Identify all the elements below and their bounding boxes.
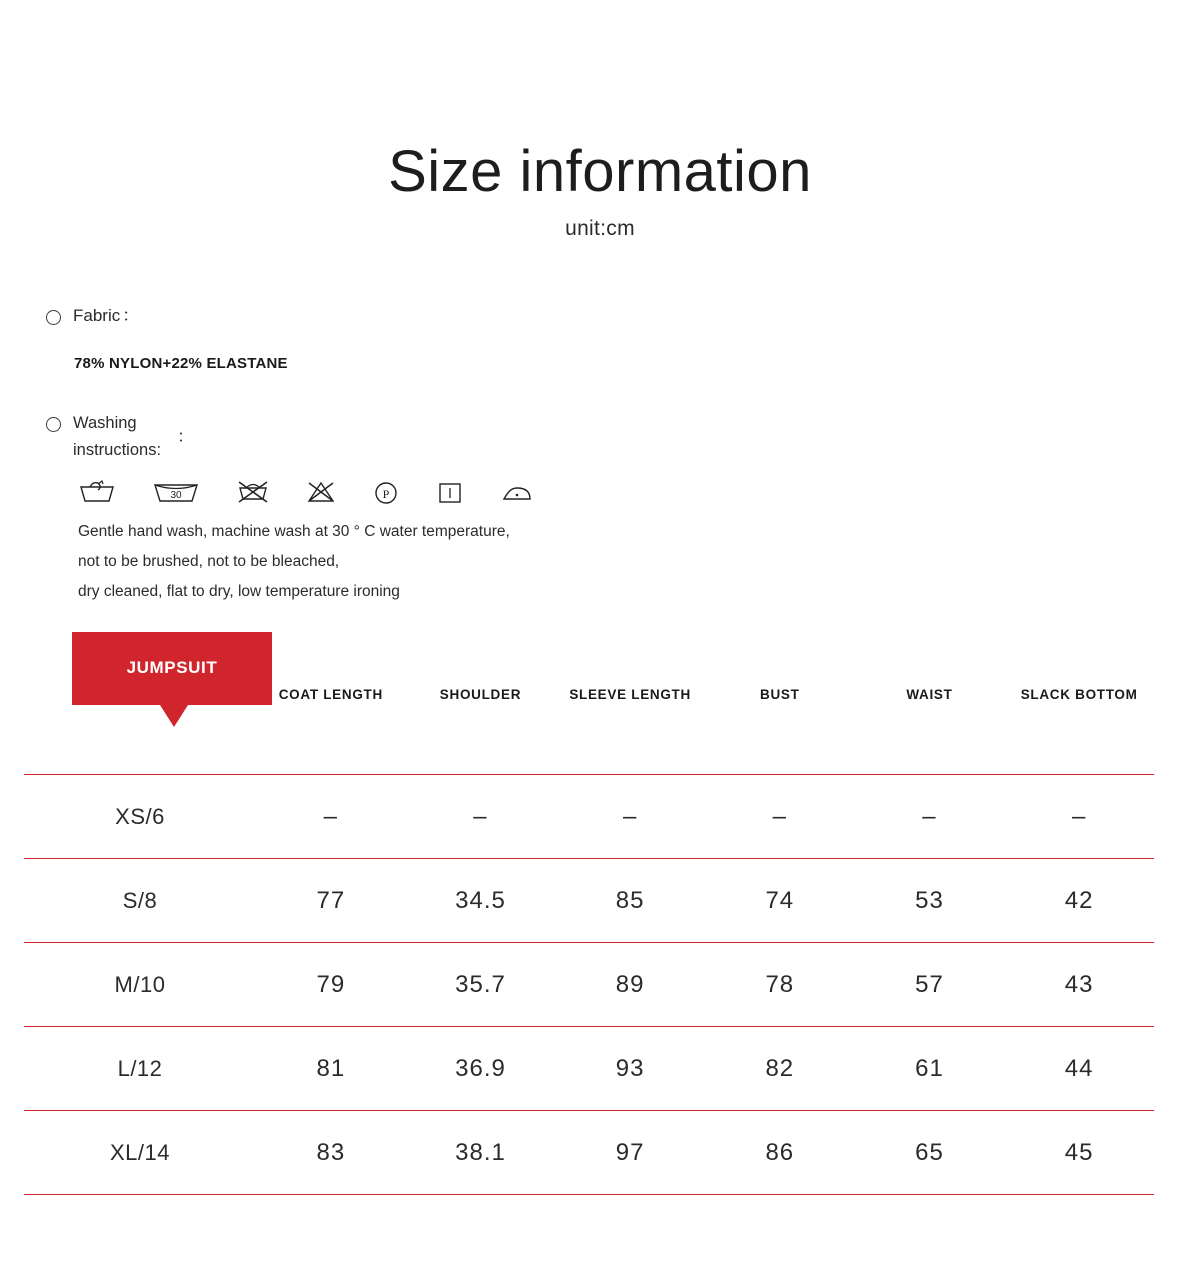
size-label: XL/14 (24, 1111, 256, 1195)
measurement-cell: 45 (1004, 1111, 1154, 1195)
measurement-cell: 38.1 (406, 1111, 556, 1195)
washing-instructions-text (78, 517, 1200, 606)
table-row (24, 1111, 1154, 1195)
column-header: SLEEVE LENGTH (569, 687, 691, 703)
fabric-row (46, 303, 1200, 329)
measurement-cell: 82 (705, 1027, 855, 1111)
measurement-cell: 44 (1004, 1027, 1154, 1111)
measurement-cell: 78 (705, 943, 855, 1027)
measurement-cell: – (705, 775, 855, 859)
svg-text:P: P (382, 487, 390, 502)
care-symbols-strip (78, 471, 1200, 505)
measurement-cell: 74 (705, 859, 855, 943)
measurement-cell: 42 (1004, 859, 1154, 943)
category-tag (72, 632, 272, 705)
product-info-section (0, 303, 1200, 606)
table-row (24, 775, 1154, 859)
low-temperature-iron-icon (500, 479, 534, 505)
measurement-cell: 89 (555, 943, 705, 1027)
measurement-cell: 85 (555, 859, 705, 943)
flat-dry-icon (436, 479, 464, 505)
measurement-cell: – (256, 775, 406, 859)
fabric-colon: ： (122, 305, 140, 325)
column-header: SHOULDER (439, 687, 522, 703)
column-header: COAT LENGTH (278, 687, 383, 703)
washing-instructions-block (46, 410, 1200, 606)
unit-subtitle: unit:cm (565, 216, 635, 240)
measurement-cell: 81 (256, 1027, 406, 1111)
measurement-cell: – (555, 775, 705, 859)
do-not-brush-icon (236, 479, 270, 505)
measurement-cell: 34.5 (406, 859, 556, 943)
washing-label-line2: instructions: (73, 440, 162, 459)
measurement-cell: 93 (555, 1027, 705, 1111)
fabric-label-text: Fabric (73, 305, 121, 325)
fabric-composition-value: 78% NYLON+22% ELASTANE (74, 355, 288, 373)
size-chart-body (24, 775, 1154, 1195)
category-tag-label: JUMPSUIT (72, 632, 272, 705)
measurement-cell: – (1004, 775, 1154, 859)
size-label: S/8 (24, 859, 256, 943)
measurement-cell: 53 (855, 859, 1005, 943)
measurement-cell: 86 (705, 1111, 855, 1195)
washing-text-line1: Gentle hand wash, machine wash at 30 ° C water temperature, (78, 523, 510, 541)
do-not-bleach-icon (306, 479, 336, 505)
size-label: L/12 (24, 1027, 256, 1111)
size-chart-table (24, 639, 1154, 1195)
washing-text-line2: not to be brushed, not to be bleached, (78, 552, 340, 570)
washing-text-line3: dry cleaned, flat to dry, low temperature ironing (78, 582, 400, 600)
measurement-cell: – (855, 775, 1005, 859)
measurement-cell: 36.9 (406, 1027, 556, 1111)
measurement-cell: 77 (256, 859, 406, 943)
dry-clean-p-icon (372, 479, 400, 505)
washing-label-line1: Washing (73, 414, 137, 433)
measurement-cell: 57 (855, 943, 1005, 1027)
washing-label (73, 410, 194, 463)
machine-wash-30-icon (152, 479, 200, 505)
washing-colon: ： (177, 427, 194, 447)
measurement-cell: 97 (555, 1111, 705, 1195)
fabric-label (73, 303, 139, 329)
measurement-cell: 61 (855, 1027, 1005, 1111)
circle-bullet-icon (46, 417, 61, 432)
measurement-cell: 79 (256, 943, 406, 1027)
svg-text:30: 30 (170, 490, 182, 502)
measurement-cell: 83 (256, 1111, 406, 1195)
page-title: Size information (388, 139, 812, 204)
column-header: BUST (760, 687, 800, 703)
size-label: M/10 (24, 943, 256, 1027)
size-table-section (0, 632, 1200, 1195)
tag-pointer-icon (160, 705, 188, 727)
hand-wash-icon (78, 479, 116, 505)
size-label: XS/6 (24, 775, 256, 859)
measurement-cell: 65 (855, 1111, 1005, 1195)
table-row (24, 859, 1154, 943)
circle-bullet-icon (46, 310, 61, 325)
column-header: SLACK BOTTOM (1020, 687, 1138, 703)
table-row (24, 943, 1154, 1027)
measurement-cell: – (406, 775, 556, 859)
table-row (24, 1027, 1154, 1111)
measurement-cell: 35.7 (406, 943, 556, 1027)
measurement-cell: 43 (1004, 943, 1154, 1027)
washing-row (46, 410, 1200, 463)
column-header: WAIST (906, 687, 953, 703)
